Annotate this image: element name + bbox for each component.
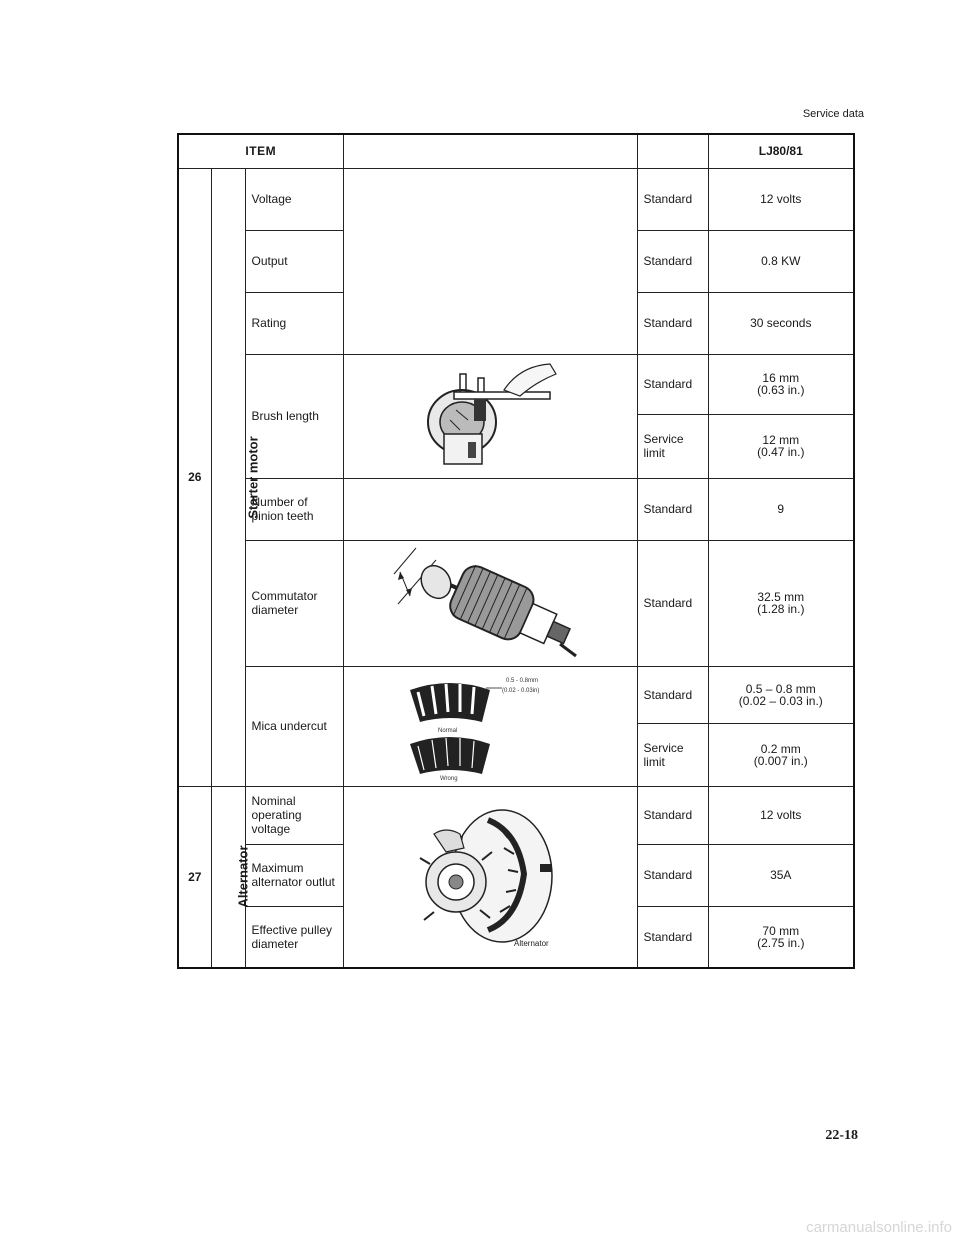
table-row	[178, 666, 854, 723]
type-standard: Standard	[637, 844, 708, 906]
caliper-measuring-brush-illustration	[420, 360, 560, 472]
mica-dimension-label: 0.5 - 0.8mm	[506, 678, 539, 684]
type-service-limit: Service limit	[637, 414, 708, 478]
type-standard: Standard	[637, 230, 708, 292]
service-data-table	[177, 133, 855, 969]
watermark: carmanualsonline.info	[806, 1219, 952, 1236]
value-output: 0.8 KW	[708, 230, 854, 292]
value-brush-length-limit: 12 mm (0.47 in.)	[708, 414, 854, 478]
brush-caliper-figure	[343, 354, 637, 478]
alternator-figure	[343, 786, 637, 968]
figure-blank	[343, 168, 637, 354]
normal-label: Normal	[438, 728, 458, 734]
section-number-26: 26	[178, 168, 211, 786]
type-standard: Standard	[637, 354, 708, 414]
item-nominal-operating-voltage: Nominal operating voltage	[245, 786, 343, 844]
value-commutator-diameter: 32.5 mm (1.28 in.)	[708, 540, 854, 666]
value-maximum-alternator-output: 35A	[708, 844, 854, 906]
value-voltage: 12 volts	[708, 168, 854, 230]
page-header: Service data	[802, 108, 864, 120]
mica-dimension-inch-label: (0.02 - 0.03in)	[502, 688, 540, 694]
value-brush-length-standard: 16 mm (0.63 in.)	[708, 354, 854, 414]
item-pinion-teeth: Number of pinion teeth	[245, 478, 343, 540]
type-standard: Standard	[637, 786, 708, 844]
figure-header-cell	[343, 134, 637, 168]
alternator-illustration	[390, 794, 590, 960]
page-number: 22-18	[825, 1128, 858, 1143]
item-maximum-alternator-output: Maximum alternator outlut	[245, 844, 343, 906]
mica-undercut-figure	[343, 666, 637, 786]
item-rating: Rating	[245, 292, 343, 354]
item-output: Output	[245, 230, 343, 292]
table-row	[178, 478, 854, 540]
commutator-figure	[343, 540, 637, 666]
type-standard: Standard	[637, 168, 708, 230]
item-header: ITEM	[178, 134, 343, 168]
section-name-starter-motor: Starter motor	[211, 168, 245, 786]
item-commutator-diameter: Commutator diameter	[245, 540, 343, 666]
item-brush-length: Brush length	[245, 354, 343, 478]
section-name-alternator: Alternator	[211, 786, 245, 968]
type-standard: Standard	[637, 292, 708, 354]
type-standard: Standard	[637, 906, 708, 968]
item-voltage: Voltage	[245, 168, 343, 230]
item-mica-undercut: Mica undercut	[245, 666, 343, 786]
alternator-label: Alternator	[514, 938, 549, 948]
type-standard: Standard	[637, 478, 708, 540]
table-header-row	[178, 134, 854, 168]
model-header: LJ80/81	[708, 134, 854, 168]
table-row	[178, 540, 854, 666]
table-row	[178, 786, 854, 844]
type-header-cell	[637, 134, 708, 168]
wrong-label: Wrong	[440, 776, 458, 782]
type-standard: Standard	[637, 666, 708, 723]
item-effective-pulley-diameter: Effective pulley diameter	[245, 906, 343, 968]
value-nominal-operating-voltage: 12 volts	[708, 786, 854, 844]
value-rating: 30 seconds	[708, 292, 854, 354]
value-effective-pulley-diameter: 70 mm (2.75 in.)	[708, 906, 854, 968]
type-service-limit: Service limit	[637, 723, 708, 786]
figure-blank	[343, 478, 637, 540]
value-mica-undercut-limit: 0.2 mm (0.007 in.)	[708, 723, 854, 786]
value-mica-undercut-standard: 0.5 – 0.8 mm (0.02 – 0.03 in.)	[708, 666, 854, 723]
section-number-27: 27	[178, 786, 211, 968]
mica-undercut-illustration	[390, 670, 590, 782]
value-pinion-teeth: 9	[708, 478, 854, 540]
table-row	[178, 168, 854, 230]
table-row	[178, 354, 854, 414]
armature-commutator-illustration	[380, 544, 600, 662]
type-standard: Standard	[637, 540, 708, 666]
